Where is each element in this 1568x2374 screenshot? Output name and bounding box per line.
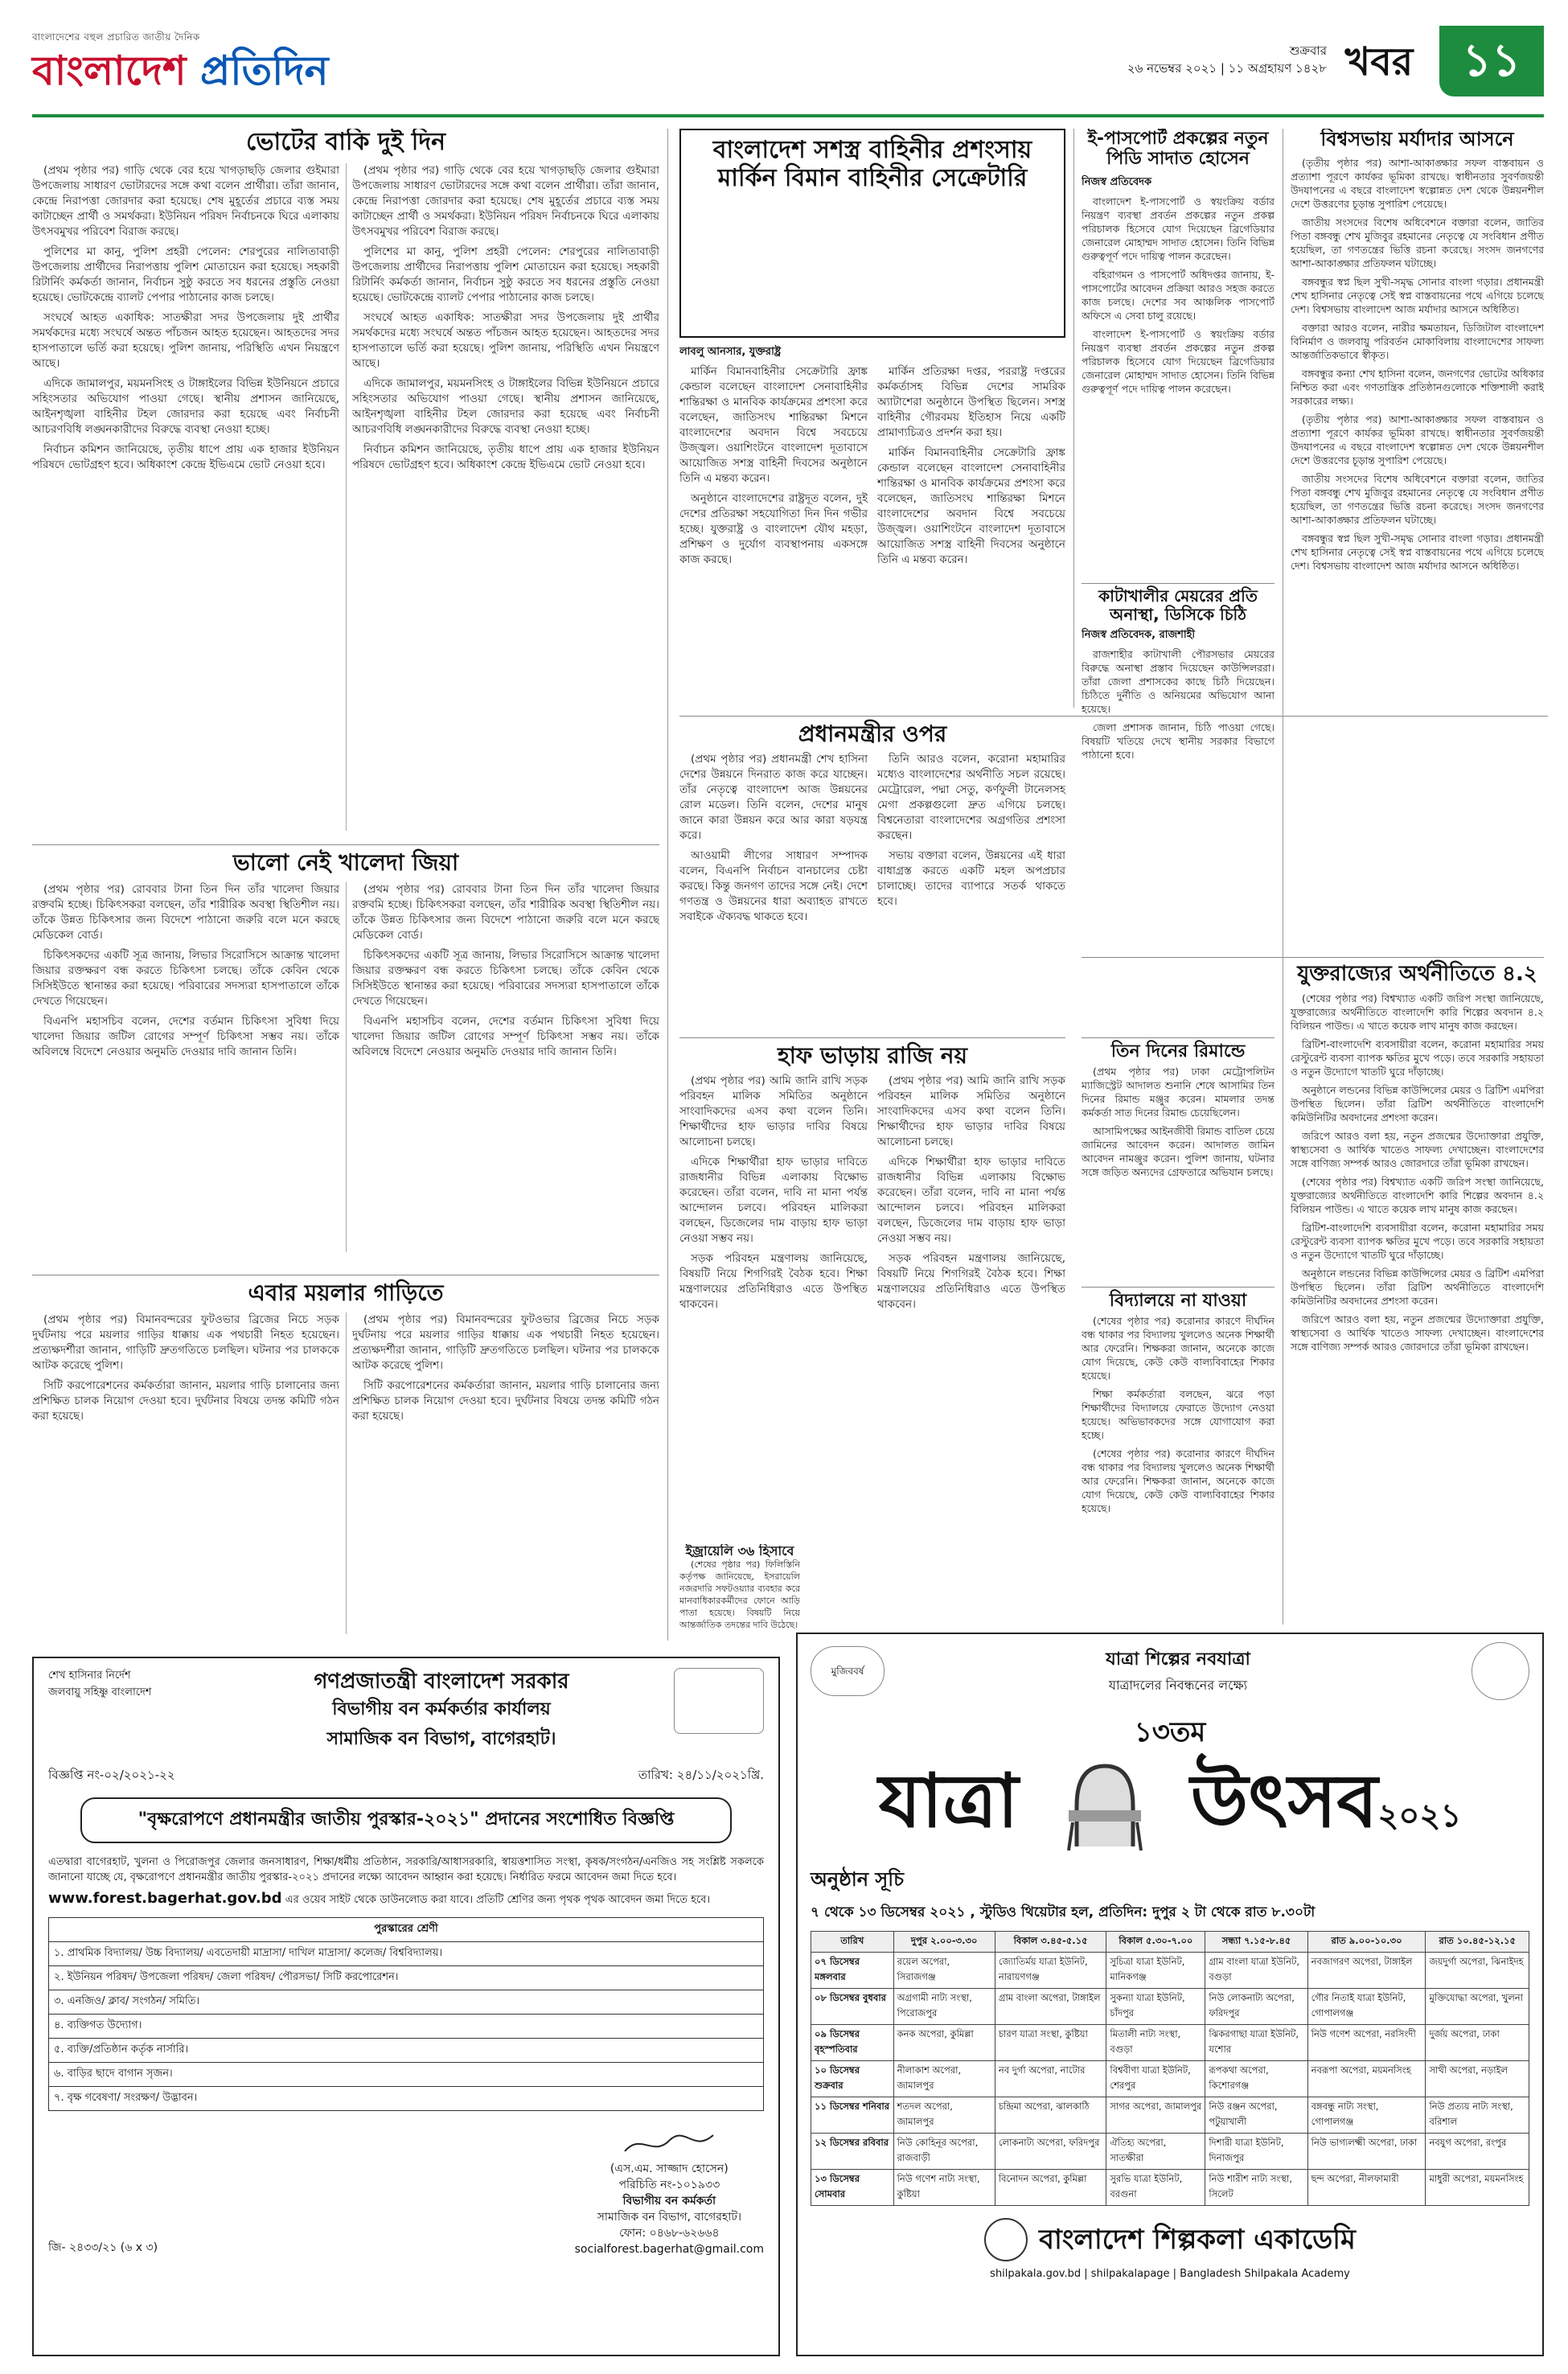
article-katakhali	[1082, 583, 1275, 824]
article-moyla	[32, 1275, 659, 1645]
paragraph: (প্রথম পৃষ্ঠার পর) বিমানবন্দরের ফুটওভার ব্রিজের নিচে সড়ক দুর্ঘটনায় পরে ময়লার গাড়ির ধাক্কায় এক পথচারী নিহত হয়েছেন। প্রত্যক্ষদর্শীরা জানান, গাড়িটি দ্রুতগতিতে চলছিল। ঘটনার পর চালককে আটক করেছে পুলিশ।	[352, 1313, 659, 1373]
paragraph: চিকিৎসকদের একটি সূত্র জানায়, লিভার সিরোসিসে আক্রান্ত খালেদা জিয়ার রক্তক্ষরণ বন্ধ করতে চিকিৎসা চলছে। তাঁকে কেবিন থেকে সিসিইউতে স্থানান্তর করা হয়েছে। পরিবারের সদস্যরা হাসপাতালে তাঁকে দেখতে গিয়েছেন।	[32, 949, 339, 1008]
signer-id: পরিচিতি নং-১০১৯৩৩	[618, 2179, 720, 2191]
ad-left-note: শেখ হাসিনার নির্দেশ জলবায়ু সহিষ্ণু বাংলাদেশ	[48, 1670, 152, 1698]
jatra-title-b: উৎসব	[1190, 1758, 1378, 1844]
article-uk	[1082, 957, 1544, 1624]
schedule-cell: দুর্জয় অপেরা, ঢাকা	[1426, 2025, 1529, 2061]
table-row: ১. প্রাথমিক বিদ্যালয়/ উচ্চ বিদ্যালয়/ এবতেদায়ী মাদ্রাসা/ দাখিল মাদ্রাসা/ কলেজ/ বিশ্ববিদ্যালয়।	[49, 1942, 764, 1966]
paragraph: সংঘর্ষে আহত একাধিক: সাতক্ষীরা সদর উপজেলায় দুই প্রার্থীর সমর্থকদের মধ্যে সংঘর্ষে অন্তত পাঁচজন আহত হয়েছেন। আহতদের সদর হাসপাতালে ভর্তি করা হয়েছে। পুলিশ জানায়, পরিস্থিতি এখন নিয়ন্ত্রণে আছে।	[352, 310, 659, 370]
paragraph: নির্বাচন কমিশন জানিয়েছে, তৃতীয় ধাপে প্রায় এক হাজার ইউনিয়ন পরিষদে ভোটগ্রহণ হবে। অধিকাংশ কেন্দ্রে ইভিএমে ভোট নেওয়া হবে।	[352, 442, 659, 471]
schedule-cell: নিউ শারীশ নাট্য সংস্থা, সিলেট	[1205, 2170, 1307, 2206]
paragraph: ব্রিটিশ-বাংলাদেশি ব্যবসায়ীরা বলেন, করোনা মহামারির সময় রেস্টুরেন্ট ব্যবসা ব্যাপক ক্ষতির মুখে পড়ে। তবে সরকারি সহায়তা ও নতুন উদ্যোগে খাতটি ঘুরে দাঁড়াচ্ছে।	[1291, 1221, 1544, 1261]
schedule-cell: নব দুর্গা অপেরা, নাটোর	[995, 2061, 1106, 2097]
schedule-cell: নিউ রঞ্জন অপেরা, পটুয়াখালী	[1205, 2097, 1307, 2134]
schedule-row	[811, 2025, 1529, 2061]
article-assembly	[1291, 129, 1544, 949]
paragraph: এদিকে জামালপুর, ময়মনসিংহ ও টাঙ্গাইলের বিভিন্ন ইউনিয়নে প্রচারে সহিংসতার অভিযোগ পাওয়া গেছে। স্থানীয় প্রশাসন জানিয়েছে, আইনশৃঙ্খলা বাহিনীর টহল জোরদার করা হয়েছে এবং নির্বাচনী আচরণবিধি লঙ্ঘনকারীদের বিরুদ্ধে ব্যবস্থা নেওয়া হচ্ছে।	[32, 376, 339, 436]
article-headline: যুক্তরাজ্যের অর্থনীতিতে ৪.২	[1297, 962, 1537, 986]
section-name: খবর	[1344, 39, 1414, 84]
tagline: বাংলাদেশের বহুল প্রচারিত জাতীয় দৈনিক	[32, 31, 200, 43]
table-row: ৪. ব্যক্তিগত উদ্যোগ।	[49, 2015, 764, 2039]
schedule-cell: সাগর অপেরা, জামালপুর	[1106, 2097, 1205, 2134]
paragraph: মার্কিন বিমানবাহিনীর সেক্রেটারি ফ্রাঙ্ক কেন্ডাল বলেছেন বাংলাদেশ সেনাবাহিনীর শান্তিরক্ষা ও মানবিক কার্যক্রমের প্রশংসা করে বলেছেন, জাতিসংঘ শান্তিরক্ষা মিশনে বাংলাদেশের অবদান বিশ্বে সবচেয়ে উজ্জ্বল। ওয়াশিংটনে বাংলাদেশ দূতাবাসে আয়োজিত সশস্ত্র বাহিনী দিবসের অনুষ্ঠানে তিনি এ মন্তব্য করেন।	[877, 446, 1065, 566]
paragraph: বক্তারা আরও বলেন, নারীর ক্ষমতায়ন, ডিজিটাল বাংলাদেশ বিনির্মাণ ও জলবায়ু পরিবর্তন মোকাবিলায় বাংলাদেশের সাফল্য আন্তর্জাতিকভাবে স্বীকৃত।	[1291, 321, 1544, 361]
paragraph: নির্বাচন কমিশন জানিয়েছে, তৃতীয় ধাপে প্রায় এক হাজার ইউনিয়ন পরিষদে ভোটগ্রহণ হবে। অধিকাংশ কেন্দ্রে ইভিএমে ভোট নেওয়া হবে।	[32, 442, 339, 471]
ad-govt-title: গণপ্রজাতন্ত্রী বাংলাদেশ সরকার	[314, 1670, 569, 1694]
jatra-subbanner: যাত্রাদলের নিবন্ধনের লক্ষ্যে	[1108, 1678, 1248, 1693]
article-usaf-body	[679, 344, 1065, 706]
article-khaleda	[32, 844, 659, 1263]
paragraph: বাংলাদেশ ই-পাসপোর্ট ও স্বয়ংক্রিয় বর্ডার নিয়ন্ত্রণ ব্যবস্থা প্রবর্তন প্রকল্পের নতুন প্রকল্প পরিচালক হিসেবে যোগ দিয়েছেন ব্রিগেডিয়ার জেনারেল মোহাম্মদ সাদাত হোসেন। তিনি বিভিন্ন গুরুত্বপূর্ণ পদে দায়িত্ব পালন করেছেন।	[1082, 327, 1275, 395]
schedule-column-header: বিকাল ৫.৩০-৭.০০	[1106, 1932, 1205, 1953]
paragraph: ব্রিটিশ-বাংলাদেশি ব্যবসায়ীরা বলেন, করোনা মহামারির সময় রেস্টুরেন্ট ব্যবসা ব্যাপক ক্ষতির মুখে পড়ে। তবে সরকারি সহায়তা ও নতুন উদ্যোগে খাতটি ঘুরে দাঁড়াচ্ছে।	[1291, 1037, 1544, 1078]
schedule-cell: রয়েল অপেরা, সিরাজগঞ্জ	[893, 1953, 995, 1989]
jatra-title-a: যাত্রা	[878, 1758, 1019, 1844]
paragraph: সিটি করপোরেশনের কর্মকর্তারা জানান, ময়লার গাড়ি চালানোর জন্য প্রশিক্ষিত চালক নিয়োগ দেওয়া হবে। দুর্ঘটনার বিষয়ে তদন্ত কমিটি গঠন করা হয়েছে।	[352, 1379, 659, 1423]
paragraph: মার্কিন বিমানবাহিনীর সেক্রেটারি ফ্রাঙ্ক কেন্ডাল বলেছেন বাংলাদেশ সেনাবাহিনীর শান্তিরক্ষা ও মানবিক কার্যক্রমের প্রশংসা করে বলেছেন, জাতিসংঘ শান্তিরক্ষা মিশনে বাংলাদেশের অবদান বিশ্বে সবচেয়ে উজ্জ্বল। ওয়াশিংটনে বাংলাদেশ দূতাবাসে আয়োজিত সশস্ত্র বাহিনী দিবসের অনুষ্ঠানে তিনি এ মন্তব্য করেন।	[679, 365, 868, 485]
ad-website-note: এর ওয়েব সাইট থেকে ডাউনলোড করা যাবে। প্রতিটি শ্রেণির জন্য পৃথক পৃথক আবেদন জমা দিতে হবে।	[285, 1894, 711, 1906]
schedule-column-header: বিকাল ৩.৪৫-৫.১৫	[995, 1932, 1106, 1953]
schedule-cell: নিউ প্রত্যয় নাট্য সংস্থা, বরিশাল	[1426, 2097, 1529, 2134]
article-headline: এবার ময়লার গাড়িতে	[248, 1279, 444, 1306]
schedule-table	[811, 1931, 1529, 2206]
schedule-row	[811, 1953, 1529, 1989]
paragraph: (শেষের পৃষ্ঠার পর) করোনার কারণে দীর্ঘদিন বন্ধ থাকার পর বিদ্যালয় খুললেও অনেক শিক্ষার্থী আর ফেরেনি। শিক্ষকরা জানান, অনেকে কাজে যোগ দিয়েছে, কেউ কেউ বাল্যবিবাহের শিকার হয়েছে।	[1082, 1448, 1275, 1515]
paragraph: (প্রথম পৃষ্ঠার পর) আমি জানি রাখি সড়ক পরিবহন মালিক সমিতির অনুষ্ঠানে সাংবাদিকদের এসব কথা বলেন তিনি। শিক্ষার্থীদের হাফ ভাড়ার দাবির বিষয়ে আলোচনা চলছে।	[877, 1074, 1065, 1149]
schedule-date: ১১ ডিসেম্বর শনিবার	[811, 2097, 894, 2134]
schedule-cell: ছন্দ অপেরা, নীলফামারী	[1307, 2170, 1426, 2206]
paragraph: সংঘর্ষে আহত একাধিক: সাতক্ষীরা সদর উপজেলায় দুই প্রার্থীর সমর্থকদের মধ্যে সংঘর্ষে অন্তত পাঁচজন আহত হয়েছেন। আহতদের সদর হাসপাতালে ভর্তি করা হয়েছে। পুলিশ জানায়, পরিস্থিতি এখন নিয়ন্ত্রণে আছে।	[32, 310, 339, 370]
govt-advertisement	[32, 1657, 780, 2356]
schedule-date: ০৯ ডিসেম্বর বৃহস্পতিবার	[811, 2025, 894, 2061]
schedule-column-header: দুপুর ২.০০-৩.৩০	[893, 1932, 995, 1953]
table-row: ২. ইউনিয়ন পরিষদ/ উপজেলা পরিষদ/ জেলা পরিষদ/ পৌরসভা/ সিটি করপোরেশন।	[49, 1966, 764, 1990]
paragraph: জরিপে আরও বলা হয়, নতুন প্রজন্মের উদ্যোক্তারা প্রযুক্তি, স্বাস্থ্যসেবা ও আর্থিক খাতেও সাফল্য দেখাচ্ছেন। বাংলাদেশের সঙ্গে বাণিজ্য সম্পর্ক আরও জোরদারে তাঁরা ভূমিকা রাখছেন।	[1291, 1312, 1544, 1353]
schedule-info: ৭ থেকে ১৩ ডিসেম্বর ২০২১ , স্টুডিও থিয়েটার হল, প্রতিদিন: দুপুর ২ টা থেকে রাত ৮.৩০টা	[811, 1904, 1316, 1920]
paragraph: (প্রথম পৃষ্ঠার পর) বিমানবন্দরের ফুটওভার ব্রিজের নিচে সড়ক দুর্ঘটনায় পরে ময়লার গাড়ির ধাক্কায় এক পথচারী নিহত হয়েছেন। প্রত্যক্ষদর্শীরা জানান, গাড়িটি দ্রুতগতিতে চলছিল। ঘটনার পর চালককে আটক করেছে পুলিশ।	[32, 1313, 339, 1373]
schedule-cell: মিতালী নাট্য সংস্থা, বগুড়া	[1106, 2025, 1205, 2061]
paragraph: সড়ক পরিবহন মন্ত্রণালয় জানিয়েছে, বিষয়টি নিয়ে শিগগিরই বৈঠক হবে। শিক্ষা মন্ত্রণালয়ের প্রতিনিধিরাও এতে উপস্থিত থাকবেন।	[877, 1252, 1065, 1312]
table-row: ৫. ব্যক্তি/প্রতিষ্ঠান কর্তৃক নার্সারি।	[49, 2039, 764, 2063]
article-headline: ই-পাসপোর্ট প্রকল্পের নতুন পিডি সাদাত হোসেন	[1087, 129, 1269, 170]
paragraph: এদিকে জামালপুর, ময়মনসিংহ ও টাঙ্গাইলের বিভিন্ন ইউনিয়নে প্রচারে সহিংসতার অভিযোগ পাওয়া গেছে। স্থানীয় প্রশাসন জানিয়েছে, আইনশৃঙ্খলা বাহিনীর টহল জোরদার করা হয়েছে এবং নির্বাচনী আচরণবিধি লঙ্ঘনকারীদের বিরুদ্ধে ব্যবস্থা নেওয়া হচ্ছে।	[352, 376, 659, 436]
article-hafvara	[679, 1037, 1065, 1536]
schedule-date: ১৩ ডিসেম্বর সোমবার	[811, 2170, 894, 2206]
paragraph: জরিপে আরও বলা হয়, নতুন প্রজন্মের উদ্যোক্তারা প্রযুক্তি, স্বাস্থ্যসেবা ও আর্থিক খাতেও সাফল্য দেখাচ্ছেন। বাংলাদেশের সঙ্গে বাণিজ্য সম্পর্ক আরও জোরদারে তাঁরা ভূমিকা রাখছেন।	[1291, 1129, 1544, 1169]
paragraph: এদিকে শিক্ষার্থীরা হাফ ভাড়ার দাবিতে রাজধানীর বিভিন্ন এলাকায় বিক্ষোভ করেছেন। তাঁরা বলেন, দাবি না মানা পর্যন্ত আন্দোলন চলবে। পরিবহন মালিকরা বলছেন, ডিজেলের দাম বাড়ায় হাফ ভাড়া নেওয়া সম্ভব নয়।	[679, 1156, 868, 1246]
paragraph: (প্রথম পৃষ্ঠার পর) গাড়ি থেকে বের হয়ে খাগড়াছড়ি জেলার গুইমারা উপজেলায় সাধারণ ভোটারদের সঙ্গে কথা বলেন প্রার্থীরা। তাঁরা জানান, কেন্দ্রে নিরাপত্তা জোরদার করা হয়েছে। শেষ মুহূর্তের প্রচারে ব্যস্ত সময় কাটাচ্ছেন প্রার্থী ও সমর্থকরা। ইউনিয়ন পরিষদ নির্বাচনকে ঘিরে এলাকায় উৎসবমুখর পরিবেশ বিরাজ করছে।	[32, 163, 339, 238]
paragraph: (শেষের পৃষ্ঠার পর) বিশ্বখ্যাত একটি জরিপ সংস্থা জানিয়েছে, যুক্তরাজ্যের অর্থনীতিতে বাংলাদেশি কারি শিল্পের অবদান ৪.২ বিলিয়ন পাউন্ড। এ খাতে কয়েক লাখ মানুষ কাজ করছেন।	[1291, 992, 1544, 1032]
paper-name-b: প্রতিদিন	[199, 47, 329, 94]
schedule-cell: শতদল অপেরা, জামালপুর	[893, 2097, 995, 2134]
schedule-cell: জয়দুর্গা অপেরা, ঝিনাইদহ	[1426, 1953, 1529, 1989]
byline: নিজস্ব প্রতিবেদক, রাজশাহী	[1082, 629, 1196, 641]
ad-office: বিভাগীয় বন কর্মকর্তার কার্যালয়	[332, 1699, 551, 1719]
schedule-cell: সাথী অপেরা, নড়াইল	[1426, 2061, 1529, 2097]
table-header: পুরস্কারের শ্রেণী	[49, 1918, 764, 1942]
jatra-festival-ad	[796, 1633, 1544, 2356]
schedule-row	[811, 2061, 1529, 2097]
masthead-rule	[32, 114, 1544, 117]
paragraph: জাতীয় সংসদের বিশেষ অধিবেশনে বক্তারা বলেন, জাতির পিতা বঙ্গবন্ধু শেখ মুজিবুর রহমানের নেতৃত্বে যে সংবিধান প্রণীত হয়েছিল, তা গণতন্ত্রের ভিত্তি রচনা করেছে। সংসদ জনগণের আশা-আকাঙ্ক্ষার প্রতিফলন ঘটাচ্ছে।	[1291, 216, 1544, 269]
schedule-date: ০৭ ডিসেম্বর মঙ্গলবার	[811, 1953, 894, 1989]
table-row: ৬. বাড়ির ছাদে বাগান সৃজন।	[49, 2063, 764, 2087]
schedule-cell: মুক্তিযোদ্ধা অপেরা, খুলনা	[1426, 1989, 1529, 2025]
schedule-cell: চারণ যাত্রা সংস্থা, কুষ্টিয়া	[995, 2025, 1106, 2061]
schedule-cell: বিশ্ববীণা যাত্রা ইউনিট, শেরপুর	[1106, 2061, 1205, 2097]
paragraph: তিনি আরও বলেন, করোনা মহামারির মধ্যেও বাংলাদেশের অর্থনীতি সচল রয়েছে। মেট্রোরেল, পদ্মা সেতু, কর্ণফুলী টানেলসহ মেগা প্রকল্পগুলো দ্রুত এগিয়ে চলছে। বিশ্বনেতারা বাংলাদেশের অগ্রগতির প্রশংসা করছেন।	[877, 753, 1065, 843]
logo-text: মুজিববর্ষ	[831, 1665, 864, 1677]
award-category-table	[48, 1917, 764, 2111]
schedule-cell: সুচিত্রা যাত্রা ইউনিট, মানিকগঞ্জ	[1106, 1953, 1205, 1989]
signature-icon	[575, 2129, 764, 2161]
byline: লাবলু আনসার, যুক্তরাষ্ট্র	[679, 346, 782, 358]
article-vote	[32, 129, 659, 836]
signer-name: (এস.এম. সাজ্জাদ হোসেন)	[610, 2162, 729, 2175]
schedule-column-header: রাত ৯.০০-১০.৩০	[1307, 1932, 1426, 1953]
paragraph: অনুষ্ঠানে লন্ডনের বিভিন্ন কাউন্সিলের মেয়র ও ব্রিটিশ এমপিরা উপস্থিত ছিলেন। তাঁরা ব্রিটিশ অর্থনীতিতে বাংলাদেশি কমিউনিটির অবদানের প্রশংসা করেন।	[1291, 1267, 1544, 1307]
paragraph: শিক্ষা কর্মকর্তারা বলছেন, ঝরে পড়া শিক্ষার্থীদের বিদ্যালয়ে ফেরাতে উদ্যোগ নেওয়া হয়েছে। অভিভাবকদের সঙ্গে যোগাযোগ করা হচ্ছে।	[1082, 1388, 1275, 1442]
mujib-logo-icon	[674, 1668, 764, 1734]
schedule-cell: নবযুগ অপেরা, রংপুর	[1426, 2134, 1529, 2170]
paragraph: (প্রথম পৃষ্ঠার পর) গাড়ি থেকে বের হয়ে খাগড়াছড়ি জেলার গুইমারা উপজেলায় সাধারণ ভোটারদের সঙ্গে কথা বলেন প্রার্থীরা। তাঁরা জানান, কেন্দ্রে নিরাপত্তা জোরদার করা হয়েছে। শেষ মুহূর্তের প্রচারে ব্যস্ত সময় কাটাচ্ছেন প্রার্থী ও সমর্থকরা। ইউনিয়ন পরিষদ নির্বাচনকে ঘিরে এলাকায় উৎসবমুখর পরিবেশ বিরাজ করছে।	[352, 163, 659, 238]
article-headline: প্রধানমন্ত্রীর ওপর	[798, 721, 947, 747]
article-epassport	[1082, 129, 1275, 579]
article-israel	[679, 1544, 800, 1641]
day: শুক্রবার	[1289, 43, 1327, 58]
schedule-cell: রূপকথা অপেরা, কিশোরগঞ্জ	[1205, 2061, 1307, 2097]
schedule-cell: চন্দ্রিমা অপেরা, ঝালকাঠি	[995, 2097, 1106, 2134]
schedule-cell: সুকন্যা যাত্রা ইউনিট, চাঁদপুর	[1106, 1989, 1205, 2025]
paragraph: অনুষ্ঠানে লন্ডনের বিভিন্ন কাউন্সিলের মেয়র ও ব্রিটিশ এমপিরা উপস্থিত ছিলেন। তাঁরা ব্রিটিশ অর্থনীতিতে বাংলাদেশি কমিউনিটির অবদানের প্রশংসা করেন।	[1291, 1083, 1544, 1123]
schedule-row	[811, 1989, 1529, 2025]
paragraph: বাংলাদেশ ই-পাসপোর্ট ও স্বয়ংক্রিয় বর্ডার নিয়ন্ত্রণ ব্যবস্থা প্রবর্তন প্রকল্পের নতুন প্রকল্প পরিচালক হিসেবে যোগ দিয়েছেন ব্রিগেডিয়ার জেনারেল মোহাম্মদ সাদাত হোসেন। তিনি বিভিন্ন গুরুত্বপূর্ণ পদে দায়িত্ব পালন করেছেন।	[1082, 195, 1275, 262]
throne-chair-icon	[1045, 1758, 1165, 1854]
paragraph: (তৃতীয় পৃষ্ঠার পর) আশা-আকাঙ্ক্ষার সফল বাস্তবায়ন ও প্রত্যাশা পূরণে কার্যকর ভূমিকা রাখছে। স্বাধীনতার সুবর্ণজয়ন্তী উদযাপনের এ বছরে বাংলাদেশ স্বল্পোন্নত দেশ থেকে উন্নয়নশীল দেশে উত্তরণের চূড়ান্ত সুপারিশ পেয়েছে।	[1291, 156, 1544, 210]
article-headline: তিন দিনের রিমান্ডে	[1110, 1041, 1246, 1062]
article-headline: বিদ্যালয়ে না যাওয়া	[1109, 1291, 1247, 1311]
masthead-logo	[32, 31, 338, 108]
paragraph: (প্রথম পৃষ্ঠার পর) ঢাকা মেট্রোপলিটন ম্যাজিস্ট্রেট আদালত শুনানি শেষে আসামির তিন দিনের রিমান্ড মঞ্জুর করেন। মামলার তদন্ত কর্মকর্তা সাত দিনের রিমান্ড চেয়েছিলেন।	[1082, 1066, 1275, 1119]
schedule-date: ০৮ ডিসেম্বর বুধবার	[811, 1989, 894, 2025]
paragraph: রাজশাহীর কাটাখালী পৌরসভার মেয়রের বিরুদ্ধে অনাস্থা প্রস্তাব দিয়েছেন কাউন্সিলররা। তাঁরা জেলা প্রশাসকের কাছে চিঠি দিয়েছেন। চিঠিতে দুর্নীতি ও অনিয়মের অভিযোগ আনা হয়েছে।	[1082, 648, 1275, 715]
paragraph: (শেষের পৃষ্ঠার পর) করোনার কারণে দীর্ঘদিন বন্ধ থাকার পর বিদ্যালয় খুললেও অনেক শিক্ষার্থী আর ফেরেনি। শিক্ষকরা জানান, অনেকে কাজে যোগ দিয়েছে, কেউ কেউ বাল্যবিবাহের শিকার হয়েছে।	[1082, 1315, 1275, 1382]
schedule-cell: দিশারী যাত্রা ইউনিট, দিনাজপুর	[1205, 2134, 1307, 2170]
article-usaf	[679, 129, 1065, 338]
schedule-title: অনুষ্ঠান সূচি	[811, 1868, 905, 1891]
ad-division: সামাজিক বন বিভাগ, বাগেরহাট।	[326, 1729, 556, 1749]
paragraph: সিটি করপোরেশনের কর্মকর্তারা জানান, ময়লার গাড়ি চালানোর জন্য প্রশিক্ষিত চালক নিয়োগ দেওয়া হবে। দুর্ঘটনার বিষয়ে তদন্ত কমিটি গঠন করা হয়েছে।	[32, 1379, 339, 1423]
schedule-cell: নীলাকাশ অপেরা, জামালপুর	[893, 2061, 995, 2097]
date: ২৬ নভেম্বর ২০২১ | ১১ অগ্রহায়ণ ১৪২৮	[1127, 61, 1327, 76]
paragraph: বঙ্গবন্ধুর স্বপ্ন ছিল সুখী-সমৃদ্ধ সোনার বাংলা গড়ার। প্রধানমন্ত্রী শেখ হাসিনার নেতৃত্বে সেই স্বপ্ন বাস্তবায়নের পথে এগিয়ে চলেছে দেশ। বিশ্বসভায় বাংলাদেশ আজ মর্যাদার আসনে অধিষ্ঠিত।	[1291, 275, 1544, 315]
schedule-date: ১০ ডিসেম্বর শুক্রবার	[811, 2061, 894, 2097]
paragraph: এদিকে শিক্ষার্থীরা হাফ ভাড়ার দাবিতে রাজধানীর বিভিন্ন এলাকায় বিক্ষোভ করেছেন। তাঁরা বলেন, দাবি না মানা পর্যন্ত আন্দোলন চলবে। পরিবহন মালিকরা বলছেন, ডিজেলের দাম বাড়ায় হাফ ভাড়া নেওয়া সম্ভব নয়।	[877, 1156, 1065, 1246]
paragraph: চিকিৎসকদের একটি সূত্র জানায়, লিভার সিরোসিসে আক্রান্ত খালেদা জিয়ার রক্তক্ষরণ বন্ধ করতে চিকিৎসা চলছে। তাঁকে কেবিন থেকে সিসিইউতে স্থানান্তর করা হয়েছে। পরিবারের সদস্যরা হাসপাতালে তাঁকে দেখতে গিয়েছেন।	[352, 949, 659, 1008]
schedule-row	[811, 2097, 1529, 2134]
article-headline: ইজ্রায়েলি ৩৬ হিসাবে	[685, 1544, 794, 1559]
paragraph: পুলিশের মা কানু, পুলিশ প্রহরী পেলেন: শেরপুরের নালিতাবাড়ী উপজেলায় প্রার্থীদের নিরাপত্তায় পুলিশ মোতায়েন করা হয়েছে। সহকারী রিটার্নিং কর্মকর্তা জানান, নির্বাচন সুষ্ঠু করতে সব ধরনের প্রস্তুতি নেওয়া হয়েছে। ভোটকেন্দ্রে ব্যালট পেপার পাঠানোর কাজ চলছে।	[352, 244, 659, 304]
schedule-cell: বঙ্গবন্ধু নাট্য সংস্থা, গোপালগঞ্জ	[1307, 2097, 1426, 2134]
paragraph: বিএনপি মহাসচিব বলেন, দেশের বর্তমান চিকিৎসা সুবিধা দিয়ে খালেদা জিয়ার জটিল রোগের সম্পূর্ণ চিকিৎসা সম্ভব নয়। তাঁকে অবিলম্বে বিদেশে নেওয়ার অনুমতি দেওয়ার দাবি জানান তিনি।	[352, 1015, 659, 1059]
schedule-cell: বিনোদন অপেরা, কুমিল্লা	[995, 2170, 1106, 2206]
ad-gd-code: জি- ২৪৩৩/২১ (৬ x ৩)	[48, 2241, 158, 2254]
schedule-row	[811, 2134, 1529, 2170]
schedule-cell: নবজাগরণ অপেরা, টাঙ্গাইল	[1307, 1953, 1426, 1989]
article-headline: কাটাখালীর মেয়রের প্রতি অনাস্থা, ডিসিকে চিঠি	[1098, 586, 1258, 624]
signer-email[interactable]: socialforest.bagerhat@gmail.com	[574, 2243, 764, 2256]
mujib-borsho-logo-icon	[811, 1646, 885, 1696]
jatra-banner: যাত্রা শিল্পের নবযাত্রা	[1106, 1649, 1250, 1670]
article-headline: বাংলাদেশ সশস্ত্র বাহিনীর প্রশংসায় মার্কিন বিমান বাহিনীর সেক্রেটারি	[712, 136, 1032, 192]
paragraph: বিএনপি মহাসচিব বলেন, দেশের বর্তমান চিকিৎসা সুবিধা দিয়ে খালেদা জিয়ার জটিল রোগের সম্পূর্ণ চিকিৎসা সম্ভব নয়। তাঁকে অবিলম্বে বিদেশে নেওয়ার অনুমতি দেওয়ার দাবি জানান তিনি।	[32, 1015, 339, 1059]
paragraph: আসামিপক্ষের আইনজীবী রিমান্ড বাতিল চেয়ে জামিনের আবেদন করেন। আদালত জামিন আবেদন নামঞ্জুর করেন। পুলিশ জানায়, ঘটনার সঙ্গে জড়িত অন্যদের গ্রেফতারে অভিযান চলছে।	[1082, 1125, 1275, 1179]
schedule-cell: ঐতিহ্য অপেরা, সাতক্ষীরা	[1106, 2134, 1205, 2170]
column-divider	[1073, 129, 1074, 708]
academy-footer: shilpakala.gov.bd | shilpakalapage | Bangladesh Shilpakala Academy	[990, 2268, 1350, 2280]
schedule-cell: নিউ গণেশ অপেরা, নরসিংদী	[1307, 2025, 1426, 2061]
paragraph: (প্রথম পৃষ্ঠার পর) প্রধানমন্ত্রী শেখ হাসিনা দেশের উন্নয়নে দিনরাত কাজ করে যাচ্ছেন। তাঁর নেতৃত্বে বাংলাদেশ আজ উন্নয়নের রোল মডেল। তিনি বলেন, দেশের মানুষ জানে কারা উন্নয়ন করে আর কারা ষড়যন্ত্র করে।	[679, 753, 868, 843]
schedule-cell: নিউ ভাগ্যলক্ষ্মী অপেরা, ঢাকা	[1307, 2134, 1426, 2170]
paragraph: বহিরাগমন ও পাসপোর্ট অধিদপ্তর জানায়, ই-পাসপোর্টের আবেদন প্রক্রিয়া আরও সহজ করতে কাজ চলছে। দেশের সব আঞ্চলিক পাসপোর্ট অফিসে এ সেবা চালু রয়েছে।	[1082, 268, 1275, 322]
table-row: ৩. এনজিও/ ক্লাব/ সংগঠন/ সমিতি।	[49, 1990, 764, 2015]
paragraph: (প্রথম পৃষ্ঠার পর) আমি জানি রাখি সড়ক পরিবহন মালিক সমিতির অনুষ্ঠানে সাংবাদিকদের এসব কথা বলেন তিনি। শিক্ষার্থীদের হাফ ভাড়ার দাবির বিষয়ে আলোচনা চলছে।	[679, 1074, 868, 1149]
schedule-cell: লোকনাট্য অপেরা, ফরিদপুর	[995, 2134, 1106, 2170]
ad-date: তারিখ: ২৪/১১/২০২১খ্রি.	[638, 1768, 764, 1782]
paper-name	[32, 47, 338, 95]
schedule-column-header: রাত ১০.৪৫-১২.১৫	[1426, 1932, 1529, 1953]
paragraph: জাতীয় সংসদের বিশেষ অধিবেশনে বক্তারা বলেন, জাতির পিতা বঙ্গবন্ধু শেখ মুজিবুর রহমানের নেতৃত্বে যে সংবিধান প্রণীত হয়েছিল, তা গণতন্ত্রের ভিত্তি রচনা করেছে। সংসদ জনগণের আশা-আকাঙ্ক্ষার প্রতিফলন ঘটাচ্ছে।	[1291, 472, 1544, 526]
schedule-cell: ঝিকরগাছা যাত্রা ইউনিট, যশোর	[1205, 2025, 1307, 2061]
signer-office: সামাজিক বন বিভাগ, বাগেরহাট।	[597, 2211, 741, 2224]
paragraph: (তৃতীয় পৃষ্ঠার পর) আশা-আকাঙ্ক্ষার সফল বাস্তবায়ন ও প্রত্যাশা পূরণে কার্যকর ভূমিকা রাখছে। স্বাধীনতার সুবর্ণজয়ন্তী উদযাপনের এ বছরে বাংলাদেশ স্বল্পোন্নত দেশ থেকে উন্নয়নশীল দেশে উত্তরণের চূড়ান্ত সুপারিশ পেয়েছে।	[1291, 413, 1544, 466]
signer-phone: ফোন: ০৪৬৮-৬২৬৬৪	[619, 2227, 720, 2240]
schedule-cell: নবরূপা অপেরা, ময়মনসিংহ	[1307, 2061, 1426, 2097]
portrait-icon	[1472, 1642, 1529, 1700]
schedule-cell: গ্রাম বাংলা অপেরা, টাঙ্গাইল	[995, 1989, 1106, 2025]
schedule-row	[811, 2170, 1529, 2206]
paragraph: বঙ্গবন্ধুর কন্যা শেখ হাসিনা বলেন, জনগণের ভোটের অধিকার নিশ্চিত করা এবং গণতান্ত্রিক প্রতিষ্ঠানগুলোকে শক্তিশালী করাই সরকারের লক্ষ্য।	[1291, 367, 1544, 407]
paragraph: পুলিশের মা কানু, পুলিশ প্রহরী পেলেন: শেরপুরের নালিতাবাড়ী উপজেলায় প্রার্থীদের নিরাপত্তায় পুলিশ মোতায়েন করা হয়েছে। সহকারী রিটার্নিং কর্মকর্তা জানান, নির্বাচন সুষ্ঠু করতে সব ধরনের প্রস্তুতি নেওয়া হয়েছে। ভোটকেন্দ্রে ব্যালট পেপার পাঠানোর কাজ চলছে।	[32, 244, 339, 304]
column-divider	[667, 129, 668, 1641]
signer-title: বিভাগীয় বন কর্মকর্তা	[622, 2195, 716, 2208]
schedule-cell: কনক অপেরা, কুমিল্লা	[893, 2025, 995, 2061]
jatra-edition: ১৩তম	[1134, 1716, 1206, 1748]
page-number: ১১	[1439, 26, 1544, 97]
dateline	[949, 42, 1327, 77]
jatra-year: ২০২১	[1377, 1797, 1462, 1834]
schedule-cell: জ্যোতির্ময় যাত্রা ইউনিট, নারায়ণগঞ্জ	[995, 1953, 1106, 1989]
jatra-title	[811, 1757, 1529, 1860]
paragraph: অনুষ্ঠানে বাংলাদেশের রাষ্ট্রদূত বলেন, দুই দেশের প্রতিরক্ষা সহযোগিতা দিন দিন গভীর হচ্ছে। যুক্তরাষ্ট্র ও বাংলাদেশ যৌথ মহড়া, প্রশিক্ষণ ও দুর্যোগ ব্যবস্থাপনায় একসঙ্গে কাজ করছে।	[679, 492, 868, 566]
schedule-cell: নিউ লোকনাট্য অপেরা, ফরিদপুর	[1205, 1989, 1307, 2025]
article-headline: হাফ ভাড়ায় রাজি নয়	[778, 1042, 967, 1069]
schedule-column-header: সন্ধ্যা ৭.১৫-৮.৪৫	[1205, 1932, 1307, 1953]
paper-name-a: বাংলাদেশ	[32, 47, 200, 94]
paragraph: (শেষের পৃষ্ঠার পর) বিশ্বখ্যাত একটি জরিপ সংস্থা জানিয়েছে, যুক্তরাজ্যের অর্থনীতিতে বাংলাদেশি কারি শিল্পের অবদান ৪.২ বিলিয়ন পাউন্ড। এ খাতে কয়েক লাখ মানুষ কাজ করছেন।	[1291, 1175, 1544, 1215]
paragraph: মার্কিন প্রতিরক্ষা দপ্তর, পররাষ্ট্র দপ্তরের কর্মকর্তাসহ বিভিন্ন দেশের সামরিক অ্যাটাশেরা অনুষ্ঠানে উপস্থিত ছিলেন। সশস্ত্র বাহিনীর গৌরবময় ইতিহাস নিয়ে একটি প্রামাণ্যচিত্রও প্রদর্শন করা হয়।	[877, 365, 1065, 439]
paragraph: বঙ্গবন্ধুর স্বপ্ন ছিল সুখী-সমৃদ্ধ সোনার বাংলা গড়ার। প্রধানমন্ত্রী শেখ হাসিনার নেতৃত্বে সেই স্বপ্ন বাস্তবায়নের পথে এগিয়ে চলেছে দেশ। বিশ্বসভায় বাংলাদেশ আজ মর্যাদার আসনে অধিষ্ঠিত।	[1291, 532, 1544, 572]
ad-memo: বিজ্ঞপ্তি নং-০২/২০২১-২২	[48, 1768, 175, 1782]
schedule-cell: নিউ কোহিনূর অপেরা, রাজবাড়ী	[893, 2134, 995, 2170]
paragraph: (শেষের পৃষ্ঠার পর) ফিলিস্তিনি কর্তৃপক্ষ জানিয়েছে, ইসরায়েলি নজরদারি সফটওয়্যার ব্যবহার করে মানবাধিকারকর্মীদের ফোনে আড়ি পাতা হয়েছে। বিষয়টি নিয়ে আন্তর্জাতিক তদন্তের দাবি উঠেছে।	[679, 1559, 800, 1631]
schedule-date: ১২ ডিসেম্বর রবিবার	[811, 2134, 894, 2170]
paragraph: আওয়ামী লীগের সাধারণ সম্পাদক বলেন, বিএনপি নির্বাচন বানচালের চেষ্টা করছে। কিন্তু জনগণ তাদের সঙ্গে নেই। দেশে গণতন্ত্র ও উন্নয়নের ধারা অব্যাহত রাখতে সবাইকে ঐক্যবদ্ধ থাকতে হবে।	[679, 849, 868, 924]
schedule-cell: অগ্রগামী নাট্য সংস্থা, পিরোজপুর	[893, 1989, 995, 2025]
paragraph: সভায় বক্তারা বলেন, উন্নয়নের এই ধারা বাধাগ্রস্ত করতে একটি মহল অপপ্রচার চালাচ্ছে। তাদের ব্যাপারে সতর্ক থাকতে হবে।	[877, 849, 1065, 909]
paragraph: সড়ক পরিবহন মন্ত্রণালয় জানিয়েছে, বিষয়টি নিয়ে শিগগিরই বৈঠক হবে। শিক্ষা মন্ত্রণালয়ের প্রতিনিধিরাও এতে উপস্থিত থাকবেন।	[679, 1252, 868, 1312]
ad-notice-title: "বৃক্ষরোপণে প্রধানমন্ত্রীর জাতীয় পুরস্কার-২০২১" প্রদানের সংশোধিত বিজ্ঞপ্তি	[80, 1797, 732, 1843]
article-headline: ভালো নেই খালেদা জিয়া	[232, 849, 459, 876]
byline: নিজস্ব প্রতিবেদক	[1082, 175, 1152, 188]
table-row: ৭. বৃক্ষ গবেষণা/ সংরক্ষণ/ উদ্ভাবন।	[49, 2087, 764, 2111]
academy-name: বাংলাদেশ শিল্পকলা একাডেমি	[1039, 2224, 1356, 2256]
schedule-column-header: তারিখ	[811, 1932, 894, 1953]
academy-logo-icon	[984, 2218, 1028, 2261]
paragraph: (প্রথম পৃষ্ঠার পর) রোববার টানা তিন দিন তাঁর খালেদা জিয়ার রক্তবমি হচ্ছে। চিকিৎসকরা বলছেন, তাঁর শারীরিক অবস্থা স্থিতিশীল নয়। তাঁকে উন্নত চিকিৎসার জন্য বিদেশে পাঠানো জরুরি বলে মনে করছে মেডিকেল বোর্ড।	[352, 883, 659, 943]
schedule-cell: গৌর নিতাই যাত্রা ইউনিট, গোপালগঞ্জ	[1307, 1989, 1426, 2025]
ad-body: এতদ্বারা বাগেরহাট, খুলনা ও পিরোজপুর জেলার জনসাধারণ, শিক্ষা/ধর্মীয় প্রতিষ্ঠান, সরকারি/আধাসরকারি, স্বায়ত্তশাসিত সংস্থা, কৃষক/সংগঠন/এনজিও সহ সংশ্লিষ্ট সকলকে জানানো যাচ্ছে যে, বৃক্ষরোপণে প্রধানমন্ত্রীর জাতীয় পুরস্কার-২০২১ প্রদানের লক্ষ্যে আবেদন আহ্বান করা হয়েছে। নির্ধারিত ফরমে আবেদন জমা দিতে হবে।	[48, 1856, 764, 1883]
paragraph: (প্রথম পৃষ্ঠার পর) রোববার টানা তিন দিন তাঁর খালেদা জিয়ার রক্তবমি হচ্ছে। চিকিৎসকরা বলছেন, তাঁর শারীরিক অবস্থা স্থিতিশীল নয়। তাঁকে উন্নত চিকিৎসার জন্য বিদেশে পাঠানো জরুরি বলে মনে করছে মেডিকেল বোর্ড।	[32, 883, 339, 943]
schedule-cell: সুরভি যাত্রা ইউনিট, বরগুনা	[1106, 2170, 1205, 2206]
ad-website[interactable]: www.forest.bagerhat.gov.bd	[48, 1890, 282, 1907]
article-headline: বিশ্বসভায় মর্যাদার আসনে	[1320, 129, 1514, 150]
paragraph: জেলা প্রশাসক জানান, চিঠি পাওয়া গেছে। বিষয়টি খতিয়ে দেখে স্থানীয় সরকার বিভাগে পাঠানো হবে।	[1082, 721, 1275, 761]
article-headline: ভোটের বাকি দুই দিন	[245, 129, 446, 156]
schedule-cell: নিউ গণেশ নাট্য সংস্থা, কুষ্টিয়া	[893, 2170, 995, 2206]
schedule-cell: মাধুরী অপেরা, ময়মনসিংহ	[1426, 2170, 1529, 2206]
schedule-cell: গ্রাম বাংলা যাত্রা ইউনিট, বগুড়া	[1205, 1953, 1307, 1989]
